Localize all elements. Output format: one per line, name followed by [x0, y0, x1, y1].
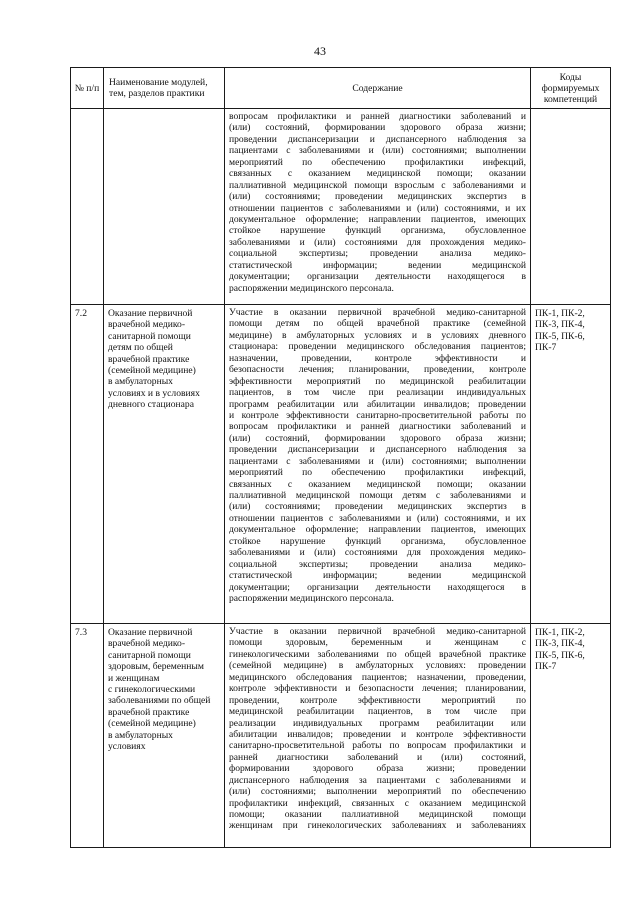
name-line: с гинекологическими	[108, 684, 196, 696]
header-num: № п/п	[71, 68, 104, 109]
name-line: врачебной медико-	[108, 638, 186, 650]
table-row	[71, 109, 611, 305]
content-line: вопросам профилактики и ранней диагностики заболеваний и	[229, 421, 526, 433]
name-line: врачебной практике	[108, 706, 190, 718]
content-line: санитарно-просветительной работы по вопросам профилактики и	[229, 740, 526, 752]
table-row	[71, 305, 611, 624]
content-line: медицине) в амбулаторных условиях и в условиях дневного	[229, 329, 526, 341]
content-line: распоряжении медицинского персонала.	[229, 282, 394, 294]
name-line: врачебной медико-	[108, 319, 186, 331]
content-line: документации; организации деятельности находящегося в	[229, 581, 526, 593]
content-line: заболеваниями и (или) состояниями для прохождения медико-	[229, 547, 526, 559]
row-content	[225, 109, 531, 305]
competency-code-line: ПК-3, ПК-4,	[535, 638, 585, 650]
name-line: врачебной практике	[108, 353, 190, 365]
content-line: женщинам при гинекологических заболеваниях и заболеваниях	[229, 820, 526, 832]
competency-code-line: ПК-7	[535, 342, 557, 354]
content-line: паллиативной медицинской помощи взрослым с заболеваниями и	[229, 179, 526, 191]
content-line: диспансерного наблюдения за пациентами с заболеваниями и	[229, 774, 526, 786]
row-codes	[531, 109, 611, 305]
row-codes	[531, 624, 611, 848]
table-header-row	[71, 68, 611, 109]
row-name	[104, 305, 225, 624]
content-line: отношении пациентов с заболеваниями и (или) состояниями, и их	[229, 512, 526, 524]
content-line: документации; организации деятельности находящегося в	[229, 271, 526, 283]
content-line: (или) состояний, формировании здорового образа жизни;	[229, 122, 526, 134]
content-line: связанных с оказанием медицинской помощи; оказании	[229, 478, 526, 490]
content-line: абилитации инвалидов; проведении и контроле эффективности	[229, 728, 526, 740]
content-line: проведении, контроле эффективности мероприятий по	[229, 694, 526, 706]
name-line: санитарной помощи	[108, 330, 191, 342]
content-line: (или) состояниями; проведении медицинских экспертиз в	[229, 501, 526, 513]
name-line: Оказание первичной	[108, 627, 193, 638]
content-line: проведении диспансеризации и диспансерного наблюдения за	[229, 133, 526, 145]
content-line: стойкое нарушение функций организма, обусловленное	[229, 225, 526, 237]
name-line: санитарной помощи	[108, 649, 191, 661]
content-line: формировании здорового образа жизни; проведении	[229, 763, 526, 775]
content-line: отношении пациентов с заболеваниями и (или) состояниями, и их	[229, 202, 526, 214]
name-line: дневного стационара	[108, 399, 194, 411]
competency-code-line: ПК-5, ПК-6,	[535, 649, 585, 661]
content-line: контроле эффективности и безопасности лечения; планировании,	[229, 683, 526, 695]
content-line: профилактики инфекций, связанных с оказанием медицинской	[229, 797, 526, 809]
content-line: (или) состояниями; проведении медицинских экспертиз в	[229, 191, 526, 203]
content-line: связанных с оказанием медицинской помощи; оказании	[229, 168, 526, 180]
row-content	[225, 305, 531, 624]
content-line: мероприятий по обеспечению профилактики инфекций,	[229, 467, 526, 479]
content-line: (или) состояниями; выполнении мероприятий по обеспечению	[229, 786, 526, 798]
content-line: медицинского обследования пациентов; назначении, проведении,	[229, 671, 526, 683]
content-line: социальной экспертизы; проведении анализа медико-	[229, 558, 526, 570]
content-line: мероприятий по обеспечению профилактики инфекций,	[229, 156, 526, 168]
competency-code-line: ПК-3, ПК-4,	[535, 319, 585, 331]
content-line: (или) состояний, формировании здорового образа жизни;	[229, 432, 526, 444]
content-line: назначении, проведении, контроле эффективности и	[229, 352, 526, 364]
content-line: медицинской реабилитации пациентов, в том числе при	[229, 706, 526, 718]
content-line: программ реабилитации или абилитации инвалидов; проведении	[229, 398, 526, 410]
content-line: статистической информации; ведении медицинской	[229, 259, 526, 271]
content-line: реализации индивидуальных программ реабилитации или	[229, 717, 526, 729]
content-line: гинекологическими заболеваниями по общей врачебной практике	[229, 648, 526, 660]
header-codes: Коды формируемых компетенций	[531, 68, 611, 109]
name-line: здоровым, беременным	[108, 661, 204, 673]
content-line: проведении диспансеризации и диспансерного наблюдения за	[229, 444, 526, 456]
practice-table	[70, 67, 611, 848]
row-name	[104, 109, 225, 305]
content-line: документальное оформление; направлении пациентов, имеющих	[229, 213, 526, 225]
row-content	[225, 624, 531, 848]
competency-code-line: ПК-5, ПК-6,	[535, 330, 585, 342]
content-line: распоряжении медицинского персонала.	[229, 592, 394, 604]
name-line: (семейной медицине)	[108, 365, 196, 377]
row-number	[71, 109, 104, 305]
content-line: (семейной медицине) в амбулаторных условиях: проведении	[229, 660, 526, 672]
content-line: стойкое нарушение функций организма, обусловленное	[229, 535, 526, 547]
content-line: ранней диагностики заболеваний и (или) состояний,	[229, 751, 526, 763]
name-line: заболеваниями по общей	[108, 695, 211, 707]
content-line: документальное оформление; направлении пациентов, имеющих	[229, 524, 526, 536]
content-line: помощи; оказании паллиативной медицинской помощи	[229, 809, 526, 820]
content-line: стационара: проведении медицинского обследования пациентов;	[229, 341, 526, 353]
content-line: помощи здоровым, беременным и женщинам с	[229, 637, 526, 649]
name-line: детям по общей	[108, 342, 173, 354]
content-line: безопасности лечения; планировании, проведении, контроле	[229, 364, 526, 376]
name-line: в амбулаторных	[108, 376, 173, 388]
header-content: Содержание	[225, 68, 531, 109]
competency-code-line: ПК-1, ПК-2,	[535, 308, 585, 319]
name-line: условиях	[108, 741, 146, 753]
content-line: статистической информации; ведении медицинской	[229, 570, 526, 582]
content-line: пациентами с заболеваниями и (или) состояниями; выполнении	[229, 145, 526, 157]
name-line: Оказание первичной	[108, 308, 193, 319]
content-line: заболеваниями и (или) состояниями для прохождения медико-	[229, 236, 526, 248]
name-line: в амбулаторных	[108, 729, 173, 741]
row-name	[104, 624, 225, 848]
content-line: паллиативной медицинской помощи детям с заболеваниями и	[229, 490, 526, 501]
row-number: 7.2	[71, 305, 104, 624]
header-name: Наименование модулей, тем, разделов практики	[104, 68, 225, 109]
content-line: Участие в оказании первичной врачебной медико-санитарной	[229, 626, 526, 637]
content-line: эффективности мероприятий по медицинской реабилитации	[229, 375, 526, 387]
content-line: социальной экспертизы; проведении анализа медико-	[229, 248, 526, 260]
competency-code-line: ПК-1, ПК-2,	[535, 627, 585, 638]
name-line: (семейной медицине)	[108, 718, 196, 730]
content-line: вопросам профилактики и ранней диагностики заболеваний и	[229, 111, 526, 122]
table-row	[71, 624, 611, 848]
row-codes	[531, 305, 611, 624]
content-line: и контроле эффективности санитарно-просветительной работы по	[229, 409, 526, 421]
name-line: условиях и в условиях	[108, 387, 200, 399]
content-line: помощи детям по общей врачебной практике (семейной	[229, 318, 526, 330]
content-line: пациентами с заболеваниями и (или) состояниями; выполнении	[229, 455, 526, 467]
competency-code-line: ПК-7	[535, 661, 557, 673]
content-line: Участие в оказании первичной врачебной медико-санитарной	[229, 307, 526, 318]
name-line: и женщинам	[108, 672, 160, 684]
page-number: 43	[314, 44, 326, 58]
content-line: пациентов, в том числе при реализации индивидуальных	[229, 387, 526, 399]
row-number: 7.3	[71, 624, 104, 848]
